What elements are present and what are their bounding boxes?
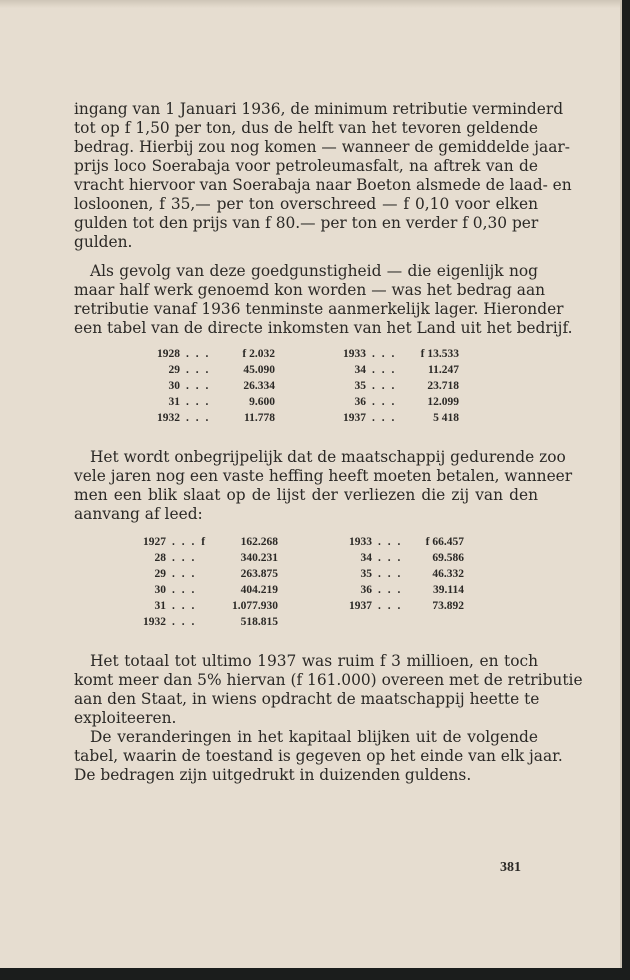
table-leader-dots: . . . [172, 552, 197, 564]
paragraph-3 [74, 448, 573, 524]
table-row [150, 378, 275, 394]
table-row [342, 534, 464, 550]
table-leader-dots: . . . [172, 568, 197, 580]
page-number: 381 [500, 860, 521, 875]
table-row [136, 582, 278, 598]
table-year: 1937 [349, 600, 372, 612]
text-line: losloonen, f 35,— per ton overschreed — f 0,10 voor elken [74, 195, 538, 213]
table-value: 11.247 [428, 364, 459, 376]
table-leader-dots: . . . [172, 616, 197, 628]
table-row [150, 410, 275, 426]
table-year: 1933 [349, 536, 372, 548]
table-value: 73.892 [432, 600, 464, 612]
table-leader-dots: . . . [378, 552, 403, 564]
table-row [136, 614, 278, 630]
table-year: 36 [360, 584, 372, 596]
table-leader-dots: . . . [186, 364, 211, 376]
table-row [136, 566, 278, 582]
table-row [150, 362, 275, 378]
table-leader-dots: . . . [378, 568, 403, 580]
table-row [336, 378, 459, 394]
table-value: 12.099 [427, 396, 459, 408]
table-row [150, 394, 275, 410]
table-leader-dots: . . . [372, 380, 397, 392]
table-value: 1.077.930 [232, 600, 278, 612]
table-value: 404.219 [240, 584, 278, 596]
scan-border [0, 968, 630, 980]
text-line: aanvang af leed: [74, 505, 203, 523]
page-top-shadow [0, 0, 620, 8]
table-year: 31 [154, 600, 166, 612]
table-value: 69.586 [432, 552, 464, 564]
paragraph-1 [74, 100, 572, 252]
table-value: 46.332 [432, 568, 464, 580]
table-year: 35 [354, 380, 366, 392]
table-value: 39.114 [433, 584, 464, 596]
table-value: 263.875 [240, 568, 278, 580]
table-year: 1937 [343, 412, 366, 424]
table-leader-dots: . . . [186, 380, 211, 392]
text-line: bedrag. Hierbij zou nog komen — wanneer de gemiddelde jaar- [74, 138, 570, 156]
table-row [136, 550, 278, 566]
table-year: 1928 [157, 348, 180, 360]
table-row [136, 534, 278, 550]
table-row [342, 582, 464, 598]
table-year: 1932 [143, 616, 166, 628]
table-year: 29 [154, 568, 166, 580]
text-line: komt meer dan 5% hiervan (f 161.000) overeen met de retributie [74, 671, 583, 689]
table-leader-dots: . . . [372, 396, 397, 408]
table-leader-dots: . . . [372, 412, 397, 424]
text-line: een tabel van de directe inkomsten van het Land uit het bedrijf. [74, 319, 573, 337]
table-row [136, 598, 278, 614]
text-line: Het wordt onbegrijpelijk dat de maatschappij gedurende zoo [90, 448, 566, 466]
text-line: vele jaren nog een vaste heffing heeft moeten betalen, wanneer [74, 467, 573, 485]
table-leader-dots: . . . [172, 584, 197, 596]
table-value: 162.268 [240, 536, 278, 548]
text-line: Als gevolg van deze goedgunstigheid — die eigenlijk nog [90, 262, 538, 280]
table-year: 35 [360, 568, 372, 580]
table-year: 30 [154, 584, 166, 596]
table-row [342, 566, 464, 582]
table-row [336, 346, 459, 362]
revenue-table [0, 346, 620, 428]
paragraph-4 [74, 652, 583, 728]
table-leader-dots: . . . [372, 364, 397, 376]
text-line: gulden. [74, 233, 133, 251]
table-year: 28 [154, 552, 166, 564]
table-value: 9.600 [249, 396, 275, 408]
table-row [150, 346, 275, 362]
paragraph-2 [74, 262, 573, 338]
table-leader-dots: . . . [378, 600, 403, 612]
table-year: 1927 [143, 536, 166, 548]
paragraph-5 [74, 728, 563, 785]
table-year: 34 [354, 364, 366, 376]
table-value: f 2.032 [242, 348, 275, 360]
table-value: 340.231 [240, 552, 278, 564]
text-line: De veranderingen in het kapitaal blijken uit de volgende [90, 728, 538, 746]
text-line: tot op f 1,50 per ton, dus de helft van het tevoren geldende [74, 119, 538, 137]
table-leader-dots: . . . [172, 600, 197, 612]
table-row [342, 598, 464, 614]
table-row [336, 394, 459, 410]
table-row [336, 362, 459, 378]
table-year: 1932 [157, 412, 180, 424]
text-line: retributie vanaf 1936 tenminste aanmerkelijk lager. Hieronder [74, 300, 564, 318]
losses-table [0, 534, 620, 634]
table-year: 31 [168, 396, 180, 408]
table-leader-dots: . . . [186, 412, 211, 424]
text-line: Het totaal tot ultimo 1937 was ruim f 3 millioen, en toch [90, 652, 538, 670]
table-row [336, 410, 459, 426]
table-value: 26.334 [243, 380, 275, 392]
table-leader-dots: . . . [378, 584, 403, 596]
text-line: ingang van 1 Januari 1936, de minimum retributie verminderd [74, 100, 564, 118]
table-year: 1933 [343, 348, 366, 360]
table-value: f 66.457 [425, 536, 464, 548]
table-leader-dots: . . . [378, 536, 403, 548]
table-leader-dots: . . . [186, 348, 211, 360]
text-line: maar half werk genoemd kon worden — was het bedrag aan [74, 281, 546, 299]
text-line: prijs loco Soerabaja voor petroleumasfalt, na aftrek van de [74, 157, 538, 175]
table-year: 34 [360, 552, 372, 564]
table-value: 518.815 [240, 616, 278, 628]
text-line: tabel, waarin de toestand is gegeven op het einde van elk jaar. [74, 747, 563, 765]
table-value: 23.718 [427, 380, 459, 392]
table-leader-dots: . . . [186, 396, 211, 408]
table-leader-dots: . . . [372, 348, 397, 360]
text-line: vracht hiervoor van Soerabaja naar Boeton alsmede de laad- en [74, 176, 572, 194]
text-line: exploiteeren. [74, 709, 177, 727]
table-year: 36 [354, 396, 366, 408]
table-value: 11.778 [244, 412, 275, 424]
table-leader-dots: . . . f [172, 536, 208, 548]
text-line: De bedragen zijn uitgedrukt in duizenden guldens. [74, 766, 472, 784]
table-year: 30 [168, 380, 180, 392]
text-line: aan den Staat, in wiens opdracht de maatschappij heette te [74, 690, 540, 708]
table-value: 45.090 [243, 364, 275, 376]
table-value: f 13.533 [420, 348, 459, 360]
table-value: 5 418 [433, 412, 459, 424]
table-year: 29 [168, 364, 180, 376]
text-line: men een blik slaat op de lijst der verliezen die zij van den [74, 486, 538, 504]
text-line: gulden tot den prijs van f 80.— per ton en verder f 0,30 per [74, 214, 539, 232]
table-row [342, 550, 464, 566]
